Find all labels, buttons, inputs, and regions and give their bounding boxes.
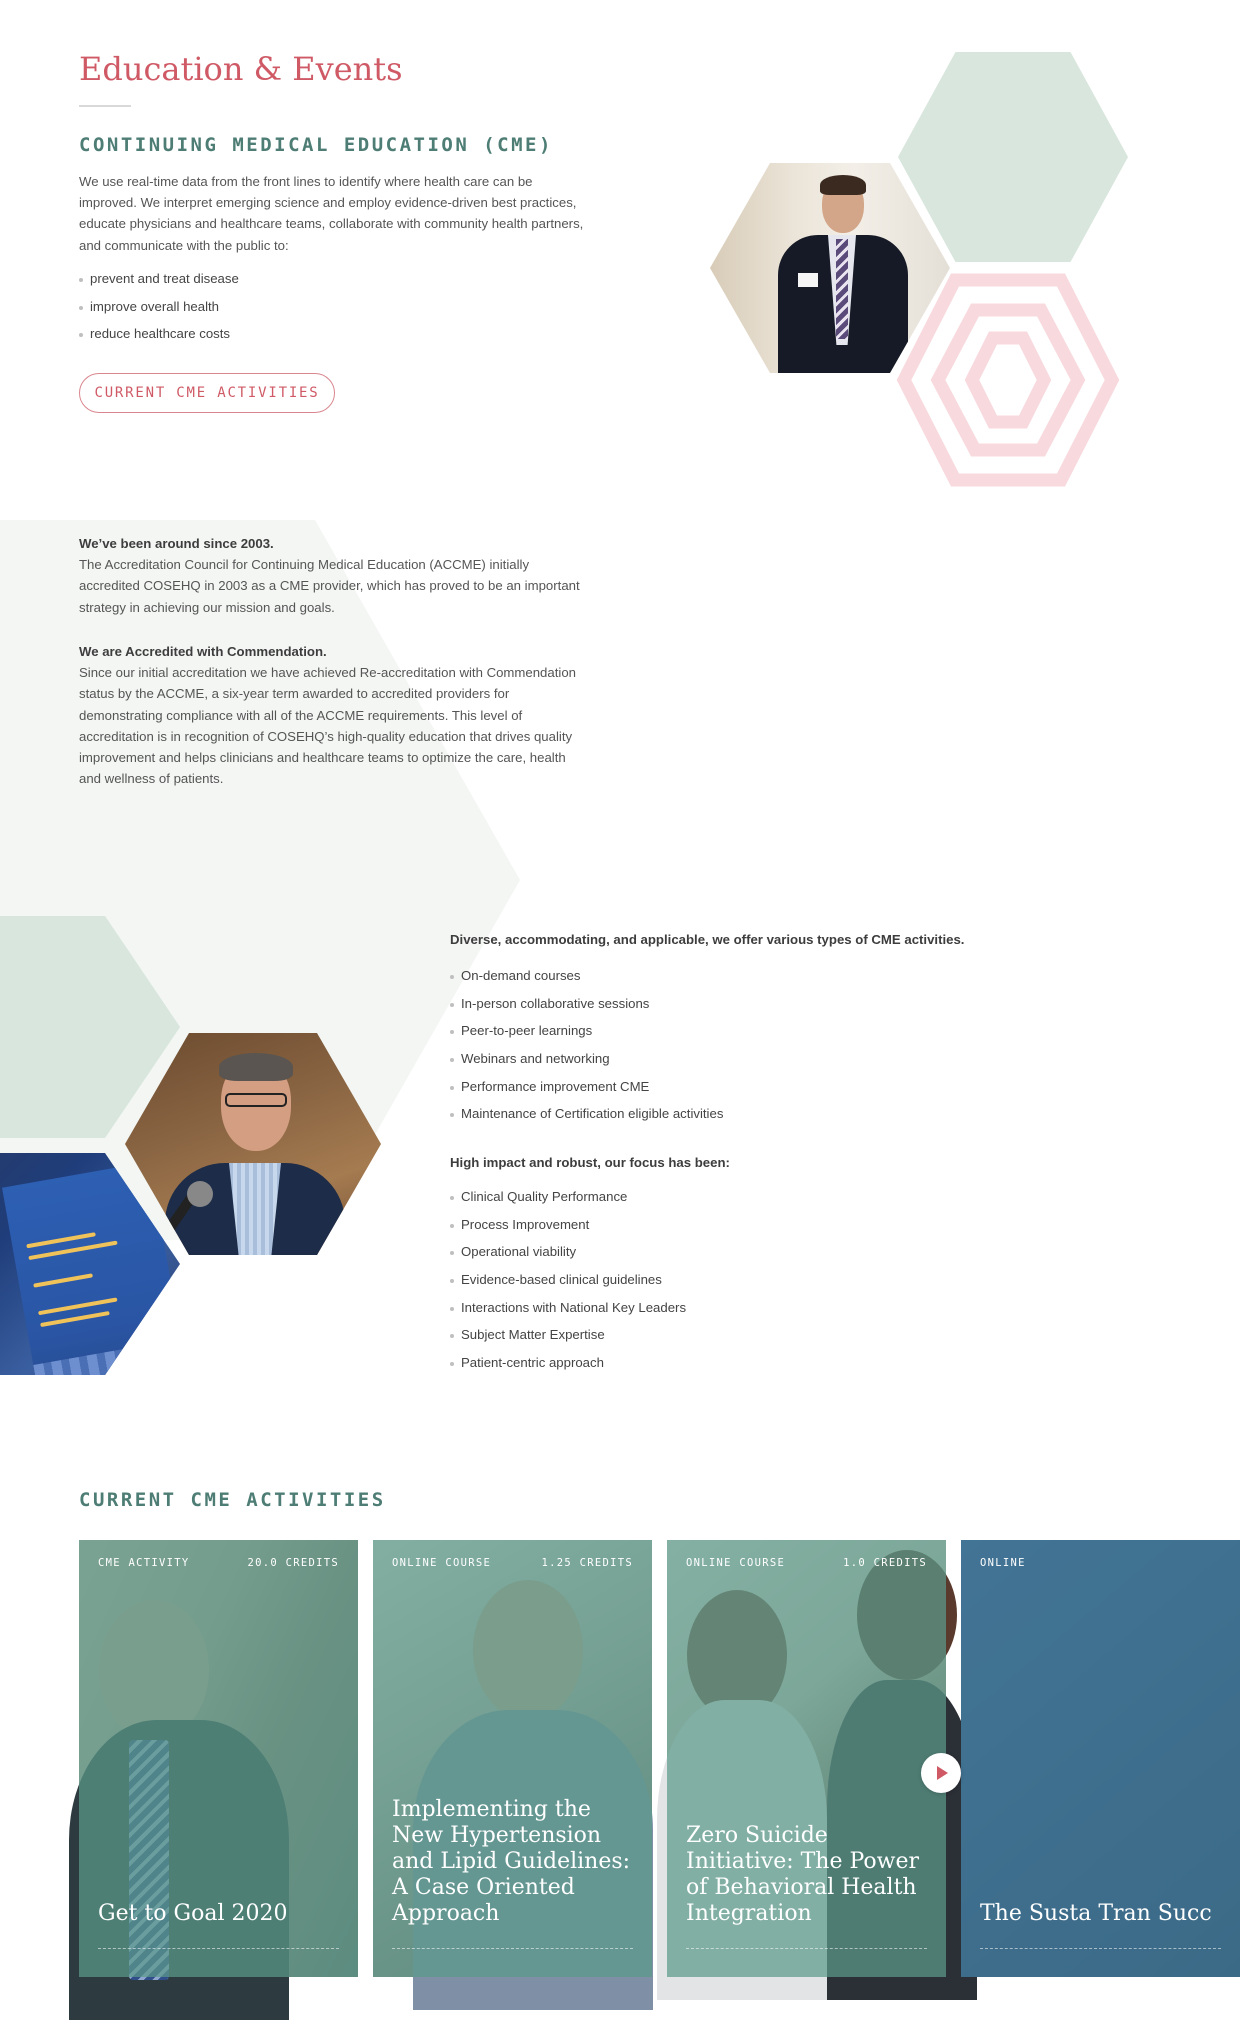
activity-card[interactable] [667,1540,946,1977]
cme-section-heading: CONTINUING MEDICAL EDUCATION (CME) [79,134,553,156]
card-divider [392,1948,633,1949]
card-type: ONLINE COURSE [686,1557,786,1569]
list-item: Maintenance of Certification eligible activities [450,1105,723,1133]
card-title: Get to Goal 2020 [98,1901,288,1926]
list-item: Peer-to-peer learnings [450,1022,723,1050]
card-title: Zero Suicide Initiative: The Power of Behavioral Health Integration [686,1823,919,1926]
activities-heading: CURRENT CME ACTIVITIES [79,1489,386,1511]
intro-paragraph: We use real-time data from the front lines to identify where health care can be improved. We interpret emerging science and employ evidence-driven best practices, educate physicians and healthcare teams, collaborate with community health partners, and communicate with the public to: [79,174,584,253]
list-item: Operational viability [450,1243,686,1271]
card-divider [686,1948,927,1949]
list-item: Interactions with National Key Leaders [450,1299,686,1327]
list-item: prevent and treat disease [79,270,239,298]
focus-list [450,1188,686,1382]
title-divider [79,105,131,107]
play-icon[interactable] [921,1753,961,1793]
decorative-hexagon-rings [898,274,1118,486]
page-title: Education & Events [79,50,403,88]
card-type: ONLINE COURSE [392,1557,492,1569]
list-item: Performance improvement CME [450,1078,723,1106]
offerings-list [450,967,723,1133]
intro-section [0,0,1024,500]
card-title: The Susta Tran Succ [980,1901,1212,1926]
list-item: In-person collaborative sessions [450,995,723,1023]
offerings-heading: Diverse, accommodating, and applicable, we offer various types of CME activities. [450,932,965,947]
list-item: On-demand courses [450,967,723,995]
commendation-text: Since our initial accreditation we have achieved Re-accreditation with Commendation status by the ACCME, a six-year term awarded to accredited providers for demonstrating compliance with all of the ACCME requirements. This level of accreditation is in recognition of COSEHQ’s high-quality education that drives quality improvement and helps clinicians and healthcare teams to optimize the care, health and wellness of patients. [79,665,576,787]
card-type: ONLINE [980,1557,1026,1569]
decorative-hexagon [898,52,1128,262]
card-credits: 1.25 CREDITS [541,1557,633,1569]
list-item: Patient-centric approach [450,1354,686,1382]
accreditation-since-block [79,533,584,618]
activity-card[interactable] [373,1540,652,1977]
current-cme-activities-button[interactable]: CURRENT CME ACTIVITIES [79,373,335,413]
list-item: improve overall health [79,298,239,326]
list-item: Clinical Quality Performance [450,1188,686,1216]
activity-card[interactable] [79,1540,358,1977]
accreditation-commendation-block [79,641,584,789]
activity-card[interactable] [961,1540,1240,1977]
commendation-heading: We are Accredited with Commendation. [79,644,327,659]
list-item: Evidence-based clinical guidelines [450,1271,686,1299]
card-credits: 20.0 CREDITS [247,1557,339,1569]
since-heading: We’ve been around since 2003. [79,536,274,551]
card-type: CME ACTIVITY [98,1557,190,1569]
since-text: The Accreditation Council for Continuing Medical Education (ACCME) initially accredited COSEHQ in 2003 as a CME provider, which has proved to be an important strategy in achieving our mission and goals. [79,557,580,615]
intro-bullet-list [79,270,239,353]
card-credits: 1.0 CREDITS [843,1557,927,1569]
card-divider [98,1948,339,1949]
card-title: Implementing the New Hypertension and Lipid Guidelines: A Case Oriented Approach [392,1797,631,1926]
list-item: reduce healthcare costs [79,325,239,353]
list-item: Process Improvement [450,1216,686,1244]
card-divider [980,1948,1221,1949]
list-item: Webinars and networking [450,1050,723,1078]
list-item: Subject Matter Expertise [450,1326,686,1354]
focus-heading: High impact and robust, our focus has been: [450,1155,730,1170]
